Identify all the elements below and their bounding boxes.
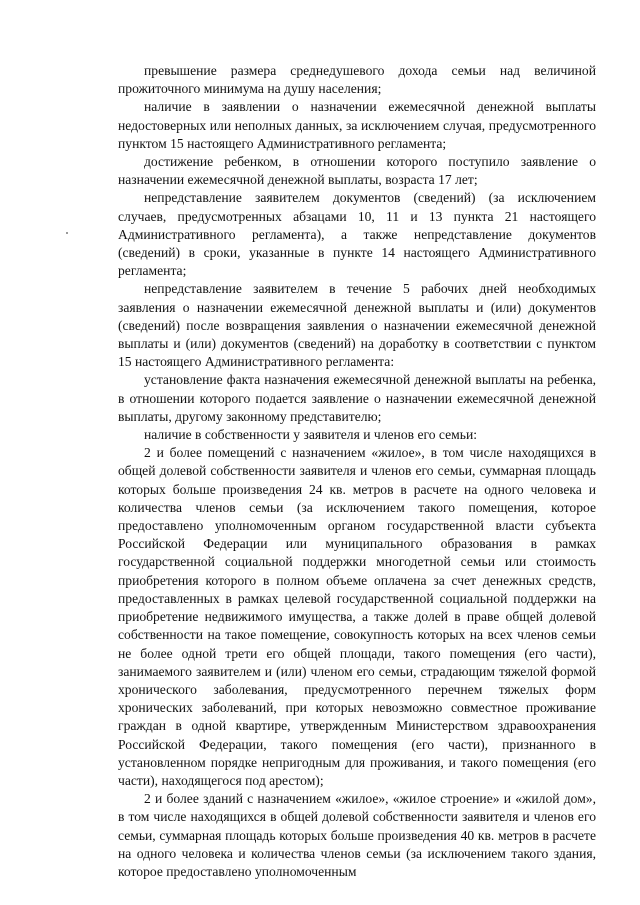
paragraph-child-age: достижение ребенком, в отношении которого поступило заявление о назначении ежемесячной денежной выплаты, возраста 17 лет; (118, 154, 596, 188)
paragraph-residential-premises: 2 и более помещений с назначением «жилое», в том числе находящихся в общей долевой собственности заявителя и членов его семьи, суммарная площадь которых больше произведения 24 кв. метров в расчете на одного человека и количества членов семьи (за исключением такого помещения, которое предоставлено уполномоченным органом государственной власти субъекта Российской Федерации или муниципального образования в рамках государственной социальной поддержки многодетной семьи или стоимость приобретения которого в полном объеме оплачена за счет денежных средств, предоставленных в рамках целевой государственной социальной поддержки на приобретение недвижимого имущества, а также долей в праве общей долевой собственности на такое помещение, совокупность которых на всех членов семьи не более одной трети его общей площади, такого помещения (его части), занимаемого заявителем и (или) членом его семьи, страдающим тяжелой формой хронического заболевания, предусмотренного перечнем тяжелых форм хронических заболеваний, при которых невозможно совместное проживание граждан в одной квартире, утвержденным Министерством здравоохранения Российской Федерации, такого помещения (его части), признанного в установленном порядке непригодным для проживания, и такого помещения (его части), находящегося под арестом); (118, 445, 596, 788)
paragraph-residential-buildings: 2 и более зданий с назначением «жилое», «жилое строение» и «жилой дом», в том числе находящихся в общей долевой собственности заявителя и членов его семьи, суммарная площадь которых больше произведения 40 кв. метров в расчете на одного человека и количества членов семьи (за исключением такого здания, которое предоставлено уполномоченным (118, 791, 596, 879)
paragraph-other-representative: установление факта назначения ежемесячной денежной выплаты на ребенка, в отношении которого подается заявление о назначении ежемесячной денежной выплаты, другому законному представителю; (118, 372, 596, 424)
paragraph-missing-after-return: непредставление заявителем в течение 5 рабочих дней необходимых заявления о назначении ежемесячной денежной выплаты и (или) документов (сведений) после возвращения заявления о назначении ежемесячной денежной выплаты и (или) документов (сведений) на доработку в соответствии с пунктом 15 настоящего Административного регламента: (118, 281, 596, 370)
scan-artifact-dot (66, 232, 68, 234)
document-body (118, 62, 596, 881)
paragraph-income-excess: превышение размера среднедушевого дохода семьи над величиной прожиточного минимума на душу населения; (118, 63, 596, 97)
paragraph-invalid-data: наличие в заявлении о назначении ежемесячной денежной выплаты недостоверных или неполных данных, за исключением случая, предусмотренного пунктом 15 настоящего Административного регламента; (118, 99, 596, 151)
paragraph-property-ownership: наличие в собственности у заявителя и членов его семьи: (144, 427, 477, 443)
paragraph-missing-documents: непредставление заявителем документов (сведений) (за исключением случаев, предусмотренных абзацами 10, 11 и 13 пункта 21 настоящего Административного регламента), а также непредставление документов (сведений) в сроки, указанные в пункте 14 настоящего Административного регламента; (118, 190, 596, 279)
